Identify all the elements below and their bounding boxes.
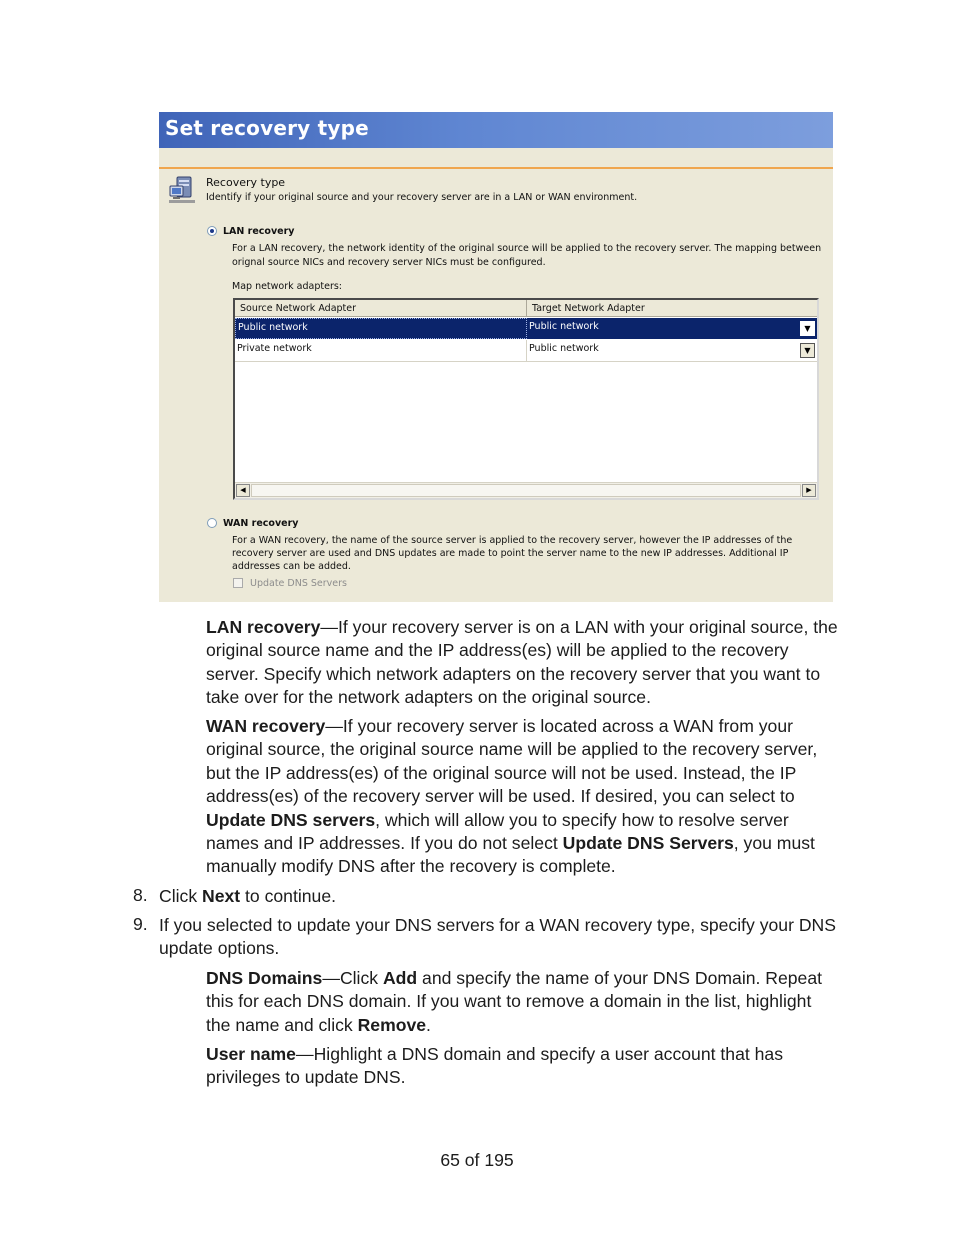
column-header-source-label: Source Network Adapter	[240, 303, 357, 314]
wan-recovery-description-3: addresses can be added.	[232, 561, 351, 572]
user-name-paragraph	[206, 1043, 838, 1090]
dns-text-2: and specify the name of your DNS Domain. Repeat this for each DNS domain. If you want to remove a domain in the list, highlight the name and click	[206, 968, 823, 1035]
user-name-text: —Highlight a DNS domain and specify a user account that has privileges to update DNS.	[206, 1044, 784, 1088]
next-term: Next	[202, 886, 241, 906]
wan-recovery-radio[interactable]	[207, 518, 217, 528]
wizard-header	[159, 112, 833, 148]
step-8-post: to continue.	[240, 886, 337, 906]
source-adapter: Private network	[237, 343, 312, 354]
lan-recovery-radio[interactable]	[207, 226, 217, 236]
header-divider	[159, 167, 833, 169]
step-9-text: If you selected to update your DNS servers for a WAN recovery type, specify your DNS update options.	[159, 915, 836, 959]
update-dns-servers-term: Update DNS servers	[206, 809, 376, 830]
adapter-mapping-grid[interactable]	[233, 298, 819, 500]
source-cell	[235, 318, 527, 339]
table-row[interactable]	[235, 340, 817, 362]
step-8-pre: Click	[159, 886, 203, 906]
lan-recovery-paragraph	[206, 616, 838, 710]
horizontal-scrollbar[interactable]	[235, 482, 817, 498]
add-term: Add	[382, 968, 418, 988]
target-adapter: Public network	[529, 321, 599, 332]
dns-domains-term: DNS Domains	[206, 968, 323, 988]
column-header-source[interactable]	[235, 300, 527, 317]
dns-text-1: —Click	[322, 968, 383, 988]
wan-text-2: , which will allow you to specify how to resolve server names and IP addresses. If you do not select	[206, 809, 789, 854]
update-dns-servers-term-2: Update DNS Servers	[562, 833, 734, 854]
user-name-term: User name	[206, 1044, 296, 1064]
map-adapters-label: Map network adapters:	[232, 281, 342, 292]
wan-text-1: —If your recovery server is located across a WAN from your original source, the original source name will be applied to the recovery server, but the IP address(es) of the original source will not be used. Instead, the IP address(es) of the recovery server will be used. If desired, you can select to	[206, 716, 818, 807]
column-header-target-label: Target Network Adapter	[532, 303, 645, 314]
page-number: 65 of 195	[440, 1150, 514, 1170]
target-cell[interactable]	[527, 340, 817, 361]
source-adapter: Public network	[238, 322, 308, 333]
wizard-title: Set recovery type	[165, 116, 369, 140]
recovery-type-heading: Recovery type	[206, 176, 286, 189]
server-network-icon	[167, 174, 197, 206]
wan-recovery-description-2: recovery server are used and DNS updates are made to point the server name to the new IP addresses. Additional IP	[232, 548, 789, 559]
step-8-text	[159, 885, 839, 908]
lan-recovery-description-2: orignal source NICs and recovery server NICs must be configured.	[232, 257, 546, 268]
wan-recovery-paragraph	[206, 715, 838, 879]
step-9-number: 9.	[133, 914, 148, 934]
remove-term: Remove	[357, 1014, 427, 1035]
chevron-down-icon[interactable]: ▼	[800, 321, 815, 336]
target-adapter: Public network	[529, 343, 599, 354]
lan-recovery-label[interactable]: LAN recovery	[223, 226, 295, 237]
wan-recovery-label[interactable]: WAN recovery	[223, 518, 299, 529]
wan-recovery-description: For a WAN recovery, the name of the source server is applied to the recovery server, however the IP addresses of the	[232, 535, 793, 546]
recovery-type-screenshot	[159, 112, 833, 602]
source-cell	[235, 340, 527, 361]
scroll-left-icon[interactable]: ◀	[236, 484, 250, 497]
step-8-number: 8.	[133, 885, 148, 905]
update-dns-checkbox[interactable]	[233, 578, 243, 588]
scroll-right-icon[interactable]: ▶	[802, 484, 816, 497]
table-row[interactable]	[235, 318, 817, 339]
wan-recovery-term: WAN recovery	[206, 716, 326, 736]
scroll-thumb[interactable]	[251, 484, 801, 497]
column-header-target[interactable]	[527, 300, 817, 317]
update-dns-label[interactable]: Update DNS Servers	[250, 578, 347, 589]
target-cell[interactable]	[527, 318, 817, 339]
wan-text-3: , you must manually modify DNS after the recovery is complete.	[206, 833, 815, 877]
dns-domains-paragraph	[206, 967, 838, 1037]
recovery-type-description: Identify if your original source and your recovery server are in a LAN or WAN environment.	[206, 192, 638, 203]
lan-recovery-description: For a LAN recovery, the network identity of the original source will be applied to the recovery server. The mapping between	[232, 243, 822, 254]
lan-recovery-term: LAN recovery	[206, 617, 321, 637]
dns-text-3: .	[426, 1014, 431, 1035]
chevron-down-icon[interactable]: ▼	[800, 343, 815, 358]
lan-recovery-text: —If your recovery server is on a LAN with your original source, the original source name and the IP address(es) will be applied to the recovery server. Specify which network adapters on the recovery server that you want to take over for the network adapters on the original source.	[206, 617, 838, 708]
